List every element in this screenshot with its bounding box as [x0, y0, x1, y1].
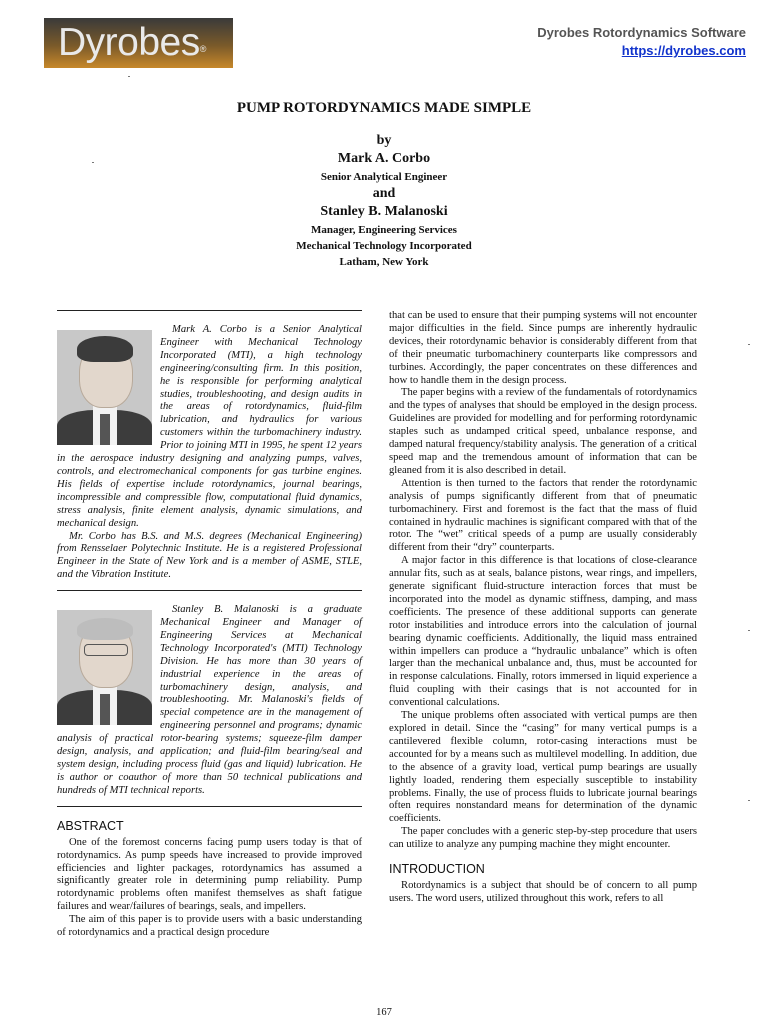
abstract-left	[57, 837, 362, 940]
divider	[57, 590, 362, 591]
author-1-bio	[57, 324, 362, 582]
abstract-right	[389, 310, 697, 852]
author-2-photo	[57, 610, 152, 725]
abstract-paragraph: The unique problems often associated with vertical pumps are then explored in detail. Since the “casing” for many vertical pumps is a cantilevered flexible column, rotor-casing interactions must be accounted for by a means such as multilevel modelling. In addition, due to the absence of a gravity load, vertical pump bearings are usually lightly loaded, rendering them especially susceptible to instability problems. Finally, the use of process fluids to lubricate journal bearings often requires nonstandard means for determination of the dynamic coefficients.	[389, 710, 697, 825]
left-column	[57, 310, 362, 940]
author-1-photo	[57, 330, 152, 445]
introduction-paragraph: Rotordynamics is a subject that should be of concern to all pump users. The word users, utilized throughout this work, refers to all	[389, 880, 697, 904]
bio-paragraph: Stanley B. Malanoski is a graduate Mechanical Engineer and Manager of Engineering Services at Mechanical Technology Incorporated's (MTI) Technology Division. He has more than 30 years of industrial experience in the areas of turbomachinery design, analysis, and troubleshooting. Mr. Malanoski's fields of special competence are in the management of engineering personnel and programs; dynamic analysis of practical rotor-bearing systems; squeeze-film damper design, analysis, and application; and fluid-film bearing/seal and system design, including process fluid (gas and liquid) lubrication. He is author or coauthor of more than 50 technical publications and hundreds of MTI technical reports.	[57, 604, 362, 796]
right-column	[389, 310, 697, 906]
by-line: by	[376, 133, 392, 148]
brand-header	[537, 24, 746, 60]
abstract-continuation: that can be used to ensure that their pumping systems will not encounter major difficulties in the field. Since pumps are inherently hydraulic devices, their rotordynamic behavior is considerably different from that of their pneumatic turbomachinery counterparts like compressors and turbines. Accordingly, the paper concentrates on these differences and how to handle them in the design process.	[389, 310, 697, 386]
author-1: Mark A. Corbo	[337, 151, 431, 166]
brand-url-link[interactable]: https://dyrobes.com	[621, 43, 746, 58]
author-2: Stanley B. Malanoski	[320, 204, 448, 219]
company: Mechanical Technology Incorporated	[296, 240, 472, 252]
bio-paragraph: Mark A. Corbo is a Senior Analytical Engineer with Mechanical Technology Incorporated (MTI), a high technology engineering/consulting firm. In this position, he is responsible for performing analytical studies, troubleshooting, and design audits in the areas of rotordynamics, fluid-film lubrication, and hydraulics for various customers within the turbomachinery industry. Prior to joining MTI in 1995, he spent 12 years in the aerospace industry designing and analyzing pumps, valves, controls, and electromechanical components for gas turbine engines. His fields of expertise include rotordynamics, journal bearings, incompressible and compressible flow, computational fluid dynamics, stress analysis, finite element analysis, dynamic simulations, and mechanical design.	[57, 324, 362, 529]
author-2-bio	[57, 604, 362, 798]
abstract-paragraph: The paper begins with a review of the fundamentals of rotordynamics and the types of analyses that should be employed in the design process. Guidelines are provided for modelling and for performing rotordynamic staples such as undamped critical speed, unbalance response, and damped natural frequency/stability analysis. The generation of a critical speed map and the tremendous amount of information that can be gleaned from it is also described in detail.	[389, 387, 697, 476]
logo-text: Dyrobes®	[58, 21, 206, 64]
paper-title: PUMP ROTORDYNAMICS MADE SIMPLE	[236, 100, 532, 116]
dyrobes-logo	[44, 18, 233, 68]
abstract-paragraph: The paper concludes with a generic step-by-step procedure that users can utilize to analyze any pumping machine they might encounter.	[389, 826, 697, 851]
introduction-body	[389, 880, 697, 906]
scan-speck	[748, 344, 750, 345]
location: Latham, New York	[339, 256, 429, 268]
and-line: and	[372, 186, 396, 201]
abstract-paragraph: A major factor in this difference is that locations of close-clearance annular fits, such as at seals, balance pistons, wear rings, and impellers, generate significant fluid-structure interaction forces that must be incorporated into the model as dynamic stiffness, damping, and mass coefficients. The presence of these additional supports can generate rotor instabilities and introduce errors into the calculation of journal bearing dynamic coefficients. Additionally, the liquid mass entrained within impellers can produce a “hydraulic unbalance” which is often larger than the mechanical unbalance and, thus, must be accounted for in response calculations. Finally, rotors immersed in liquid experience a fluid coupling with their casings that is not accounted for in conventional calculations.	[389, 555, 697, 709]
scan-speck	[748, 630, 750, 631]
abstract-paragraph: The aim of this paper is to provide users with a basic understanding of rotordynamics and a practical design procedure	[57, 914, 362, 939]
title-block	[0, 98, 768, 268]
scan-speck	[128, 76, 130, 77]
introduction-heading: INTRODUCTION	[389, 862, 485, 877]
author-2-title: Manager, Engineering Services	[311, 224, 457, 236]
abstract-paragraph: One of the foremost concerns facing pump users today is that of rotordynamics. As pump speeds have increased to provide improved efficiencies and lighter packages, rotordynamics has assumed a significantly greater role in determining pump reliability. Pump rotordynamic problems often manifest themselves as shaft fatigue failures and wear/failures of bearings, seals, and impellers.	[57, 836, 362, 913]
abstract-paragraph: Attention is then turned to the factors that render the rotordynamic analysis of pumps significantly different from that of pneumatic turbomachinery. First and foremost is the fact that the mass of fluid contained in hydraulic machines is significant compared with that of the rotor. The “wet” critical speeds of a pump are usually considerably different from their “dry” counterparts.	[389, 477, 697, 554]
abstract-heading: ABSTRACT	[57, 818, 124, 833]
page-number: 167	[376, 1007, 392, 1018]
scan-speck	[748, 800, 750, 801]
author-1-title: Senior Analytical Engineer	[320, 171, 448, 183]
brand-name: Dyrobes Rotordynamics Software	[537, 25, 746, 40]
divider	[57, 806, 362, 807]
divider	[57, 310, 362, 311]
bio-paragraph: Mr. Corbo has B.S. and M.S. degrees (Mechanical Engineering) from Rensselaer Polytechnic Institute. He is a registered Professional Engineer in the State of New York and is a member of ASME, STLE, and the Vibration Institute.	[57, 530, 362, 581]
